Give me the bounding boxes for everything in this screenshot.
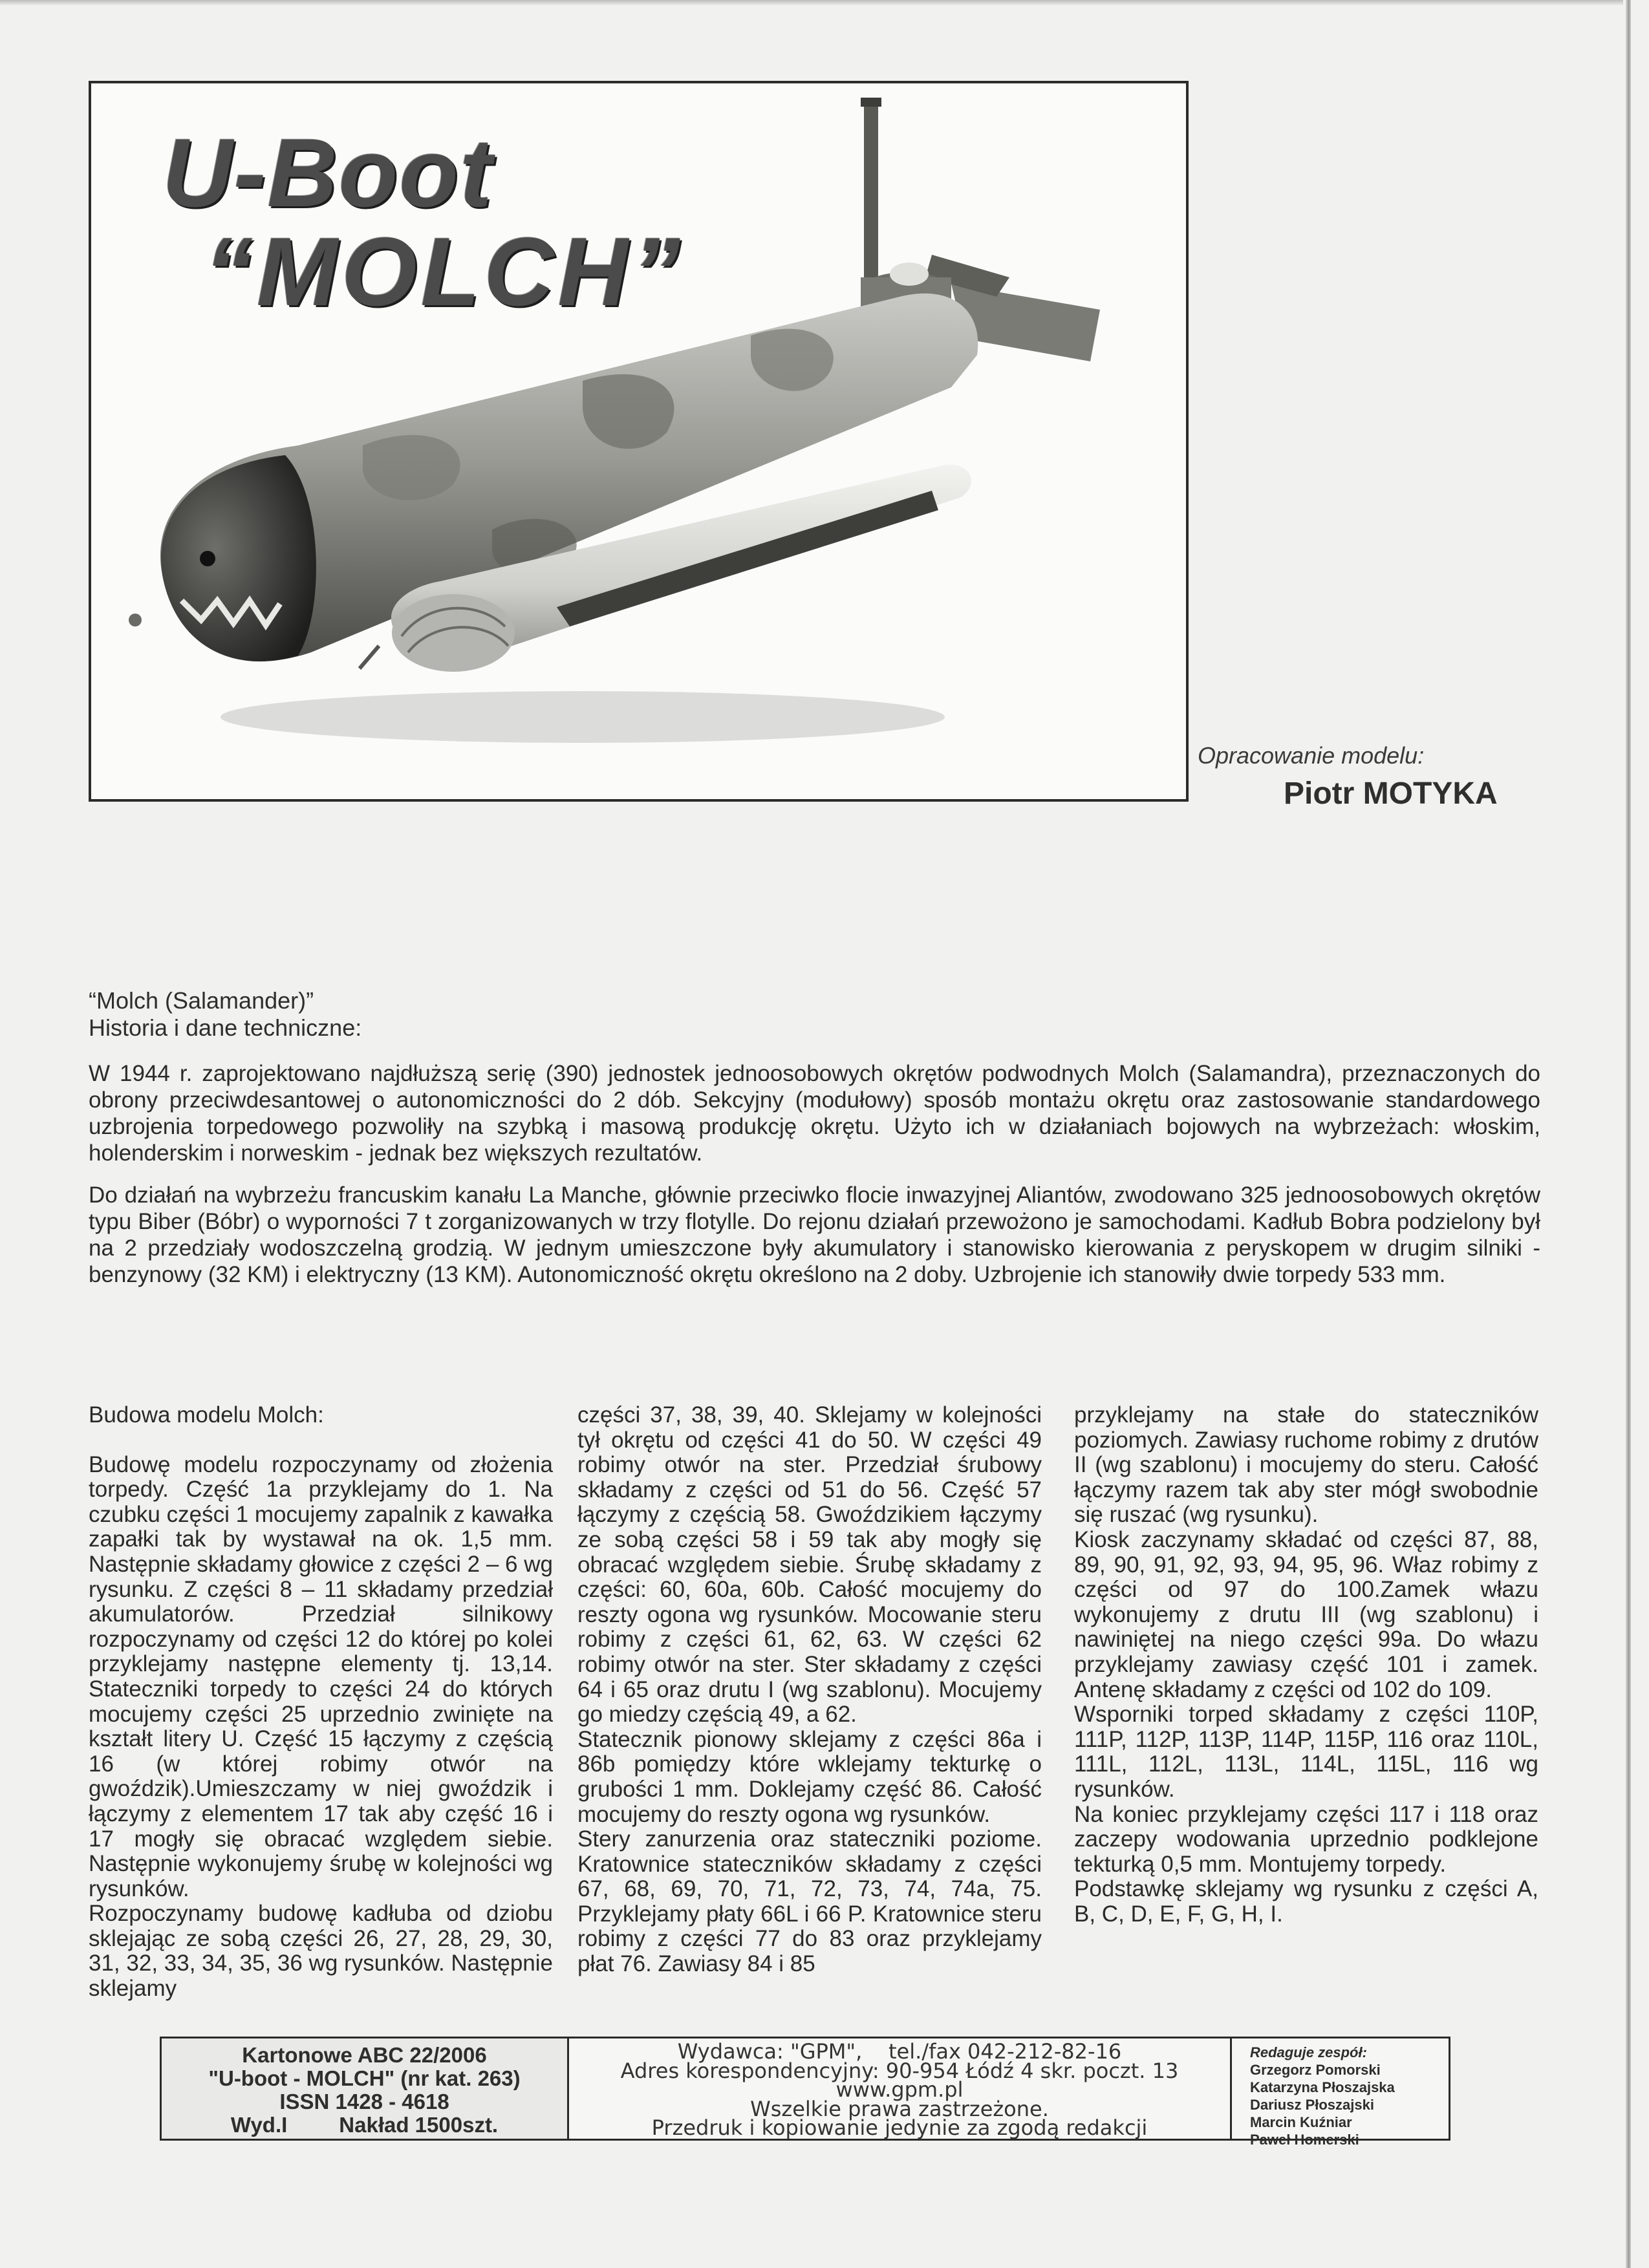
editor: Paweł Homerski [1250, 2132, 1359, 2148]
editorial-label: Redaguje zespół: [1250, 2044, 1367, 2060]
build-column-3 [1074, 1403, 1538, 1927]
publisher-info [569, 2038, 1232, 2139]
editor: Grzegorz Pomorski [1250, 2062, 1381, 2078]
publication-info [162, 2038, 569, 2139]
credit-label: Opracowanie modelu: [1198, 742, 1425, 769]
editor: Katarzyna Płoszajska [1250, 2079, 1395, 2095]
series-name: Kartonowe ABC 22/2006 [242, 2043, 487, 2067]
periscope-top [861, 98, 881, 107]
editor: Dariusz Płoszajski [1250, 2097, 1374, 2113]
edition: Wyd.I [230, 2113, 288, 2137]
copy-notice: Przedruk i kopiowanie jedynie za zgodą redakcji [651, 2115, 1148, 2140]
credit-name: Piotr MOTYKA [1284, 776, 1498, 811]
shadow-shape [221, 691, 945, 743]
submarine-bow [161, 455, 316, 661]
editor: Marcin Kuźniar [1250, 2114, 1352, 2130]
intro-heading-line2: Historia i dane techniczne: [89, 1014, 362, 1041]
page-edge-right [1626, 0, 1631, 2268]
publisher: Wydawca: "GPM", tel./fax 042-212-82-16 [677, 2039, 1122, 2064]
build-paragraph: części 37, 38, 39, 40. Sklejamy w kolejności tył okrętu od części 41 do 50. W części 49 robimy otwór na ster. Przedział śrubowy składamy z części od 51 do 56. Część 57 łączymy z częścią 58. Gwoździkiem łączymy ze sobą części 58 i 59 tak aby mogły się obracać względem siebie. Śrubę składamy z części: 60, 60a, 60b. Całość mocujemy do reszty ogona wg rysunków. Mocowanie steru robimy z części 61, 62, 63. W części 62 robimy otwór na ster. Ster składamy z części 64 i 65 oraz drutu I (wg szablonu). Mocujemy go miedzy częścią 49, a 62. [577, 1402, 1042, 1728]
rights: Wszelkie prawa zastrzeżone. [750, 2096, 1049, 2121]
intro-paragraph-1: W 1944 r. zaprojektowano najdłuższą serię (390) jednostek jednoosobowych okrętów podwodnych Molch (Salamandra), przeznaczonych do obrony przeciwdesantowej o autonomiczności do 2 dób. Sekcyjny (modułowy) sposób montażu okrętu oraz zastosowanie standardowego uzbrojenia torpedowego pozwoliły na szybką i masową produkcję okrętu. Użyto ich w działaniach bojowych na wybrzeżach: włoskim, holenderskim i norweskim - jednak bez większych rezultatów. [89, 1061, 1540, 1166]
torpedo-head [392, 594, 515, 672]
edition-row [162, 2113, 567, 2137]
build-paragraph: przyklejamy na stałe do stateczników poziomych. Zawiasy ruchome robimy z drutów II (wg szablonu) i mocujemy do steru. Całość łączymy razem tak aby ster mógł swobodnie się ruszać (wg rysunku). [1074, 1402, 1538, 1528]
build-paragraph: Rozpoczynamy budowę kadłuba od dziobu sklejając ze sobą części 26, 27, 28, 29, 30, 31, 32, 33, 34, 35, 36 wg rysunków. Następnie sklejamy [89, 1901, 553, 2002]
build-paragraph: Podstawkę sklejamy wg rysunku z części A, B, C, D, E, F, G, H, I. [1074, 1876, 1538, 1927]
header-photo-frame [89, 81, 1189, 802]
build-paragraph: Na koniec przyklejamy części 117 i 118 oraz zaczepy wodowania uprzednio podklejone tekturką 0,5 mm. Montujemy torpedy. [1074, 1801, 1538, 1877]
intro-heading-line1: “Molch (Salamander)” [89, 987, 314, 1014]
issn: ISSN 1428 - 4618 [279, 2090, 449, 2113]
print-run: Nakład 1500szt. [339, 2113, 499, 2137]
build-paragraph: Statecznik pionowy sklejamy z części 86a i 86b pomiędzy które wklejamy tekturkę o grubości 1 mm. Doklejamy część 86. Całość mocujemy do reszty ogona wg rysunków. [577, 1726, 1042, 1827]
build-paragraph: Wsporniki torped składamy z części 110P, 111P, 112P, 113P, 114P, 115P, 116 oraz 110L, 111L, 112L, 113L, 114L, 115L, 116 wg rysunków. [1074, 1702, 1538, 1802]
imprint-footer [160, 2037, 1450, 2148]
build-paragraph: Stery zanurzenia oraz stateczniki poziome. Kratownice stateczników składamy z części 67, 68, 69, 70, 71, 72, 73, 74, 74a, 75. Przyklejamy płaty 66L i 66 P. Kratownice steru robimy z części 77 do 83 oraz przyklejamy płat 76. Zawiasy 84 i 85 [577, 1826, 1042, 1977]
build-column-1 [89, 1403, 553, 2002]
camo-blotch [363, 435, 460, 500]
model-name: "U-boot - MOLCH" (nr kat. 263) [208, 2066, 521, 2090]
bow-eye [200, 551, 215, 566]
page-edge-top [0, 0, 1623, 5]
website: www.gpm.pl [835, 2077, 964, 2102]
torpedo-fuse [360, 646, 379, 669]
title-line2: “MOLCH” [204, 217, 684, 326]
title-line1: U-Boot [162, 118, 493, 227]
build-heading: Budowa modelu Molch: [89, 1402, 324, 1428]
build-paragraph: Kiosk zaczynamy składać od części 87, 88, 89, 90, 91, 92, 93, 94, 95, 96. Właz robimy z części od 97 do 100.Zamek włazu wykonujemy z drutu III (wg szablonu) i nawiniętej na niego części 99a. Do włazu przyklejamy zawiasy część 101 i zamek. Antenę składamy z części od 102 do 109. [1074, 1526, 1538, 1702]
bow-tip [129, 614, 142, 626]
build-paragraph: Budowę modelu rozpoczynamy od złożenia torpedy. Część 1a przyklejamy do 1. Na czubku części 1 mocujemy zapalnik z kawałka zapałki tak by wystawał na ok. 1,5 mm. Następnie składamy głowice z części 2 – 6 wg rysunku. Z części 8 – 11 składamy przedział akumulatorów. Przedział silnikowy rozpoczynamy od części 12 do której po kolei przyklejamy następne elementy tj. 13,14. Stateczniki torpedy to części 24 do których mocujemy części 25 uprzednio zwinięte na kształt litery U. Część 15 łączymy z częścią 16 (w której robimy otwór na gwoździk).Umieszczamy w niej gwoździk i łączymy z elementem 17 tak aby część 16 i 17 mogły się obracać względem siebie. Następnie wykonujemy śrubę w kolejności wg rysunków. [89, 1451, 553, 1901]
address: Adres korespondencyjny: 90-954 Łódź 4 skr. poczt. 13 [620, 2058, 1179, 2083]
intro-paragraph-2: Do działań na wybrzeżu francuskim kanału La Manche, głównie przeciwko flocie inwazyjnej Aliantów, zwodowano 325 jednoosobowych okrętów typu Biber (Bóbr) o wyporności 7 t zorganizowanych w trzy flotylle. Do rejonu działań przewożono je samochodami. Kadłub Bobra podzielony był na 2 przedziały wodoszczelną grodzią. W jednym umieszczone były akumulatory i stanowisko kierowania z peryskopem w drugim silniki - benzynowy (32 KM) i elektryczny (13 KM). Autonomiczność okrętu określono na 2 doby. Uzbrojenie ich stanowiły dwie torpedy 533 mm. [89, 1182, 1540, 1287]
editorial-team [1232, 2038, 1449, 2148]
intro-heading [89, 987, 541, 1042]
build-column-2 [577, 1403, 1042, 1977]
hatch-dome [890, 262, 929, 286]
